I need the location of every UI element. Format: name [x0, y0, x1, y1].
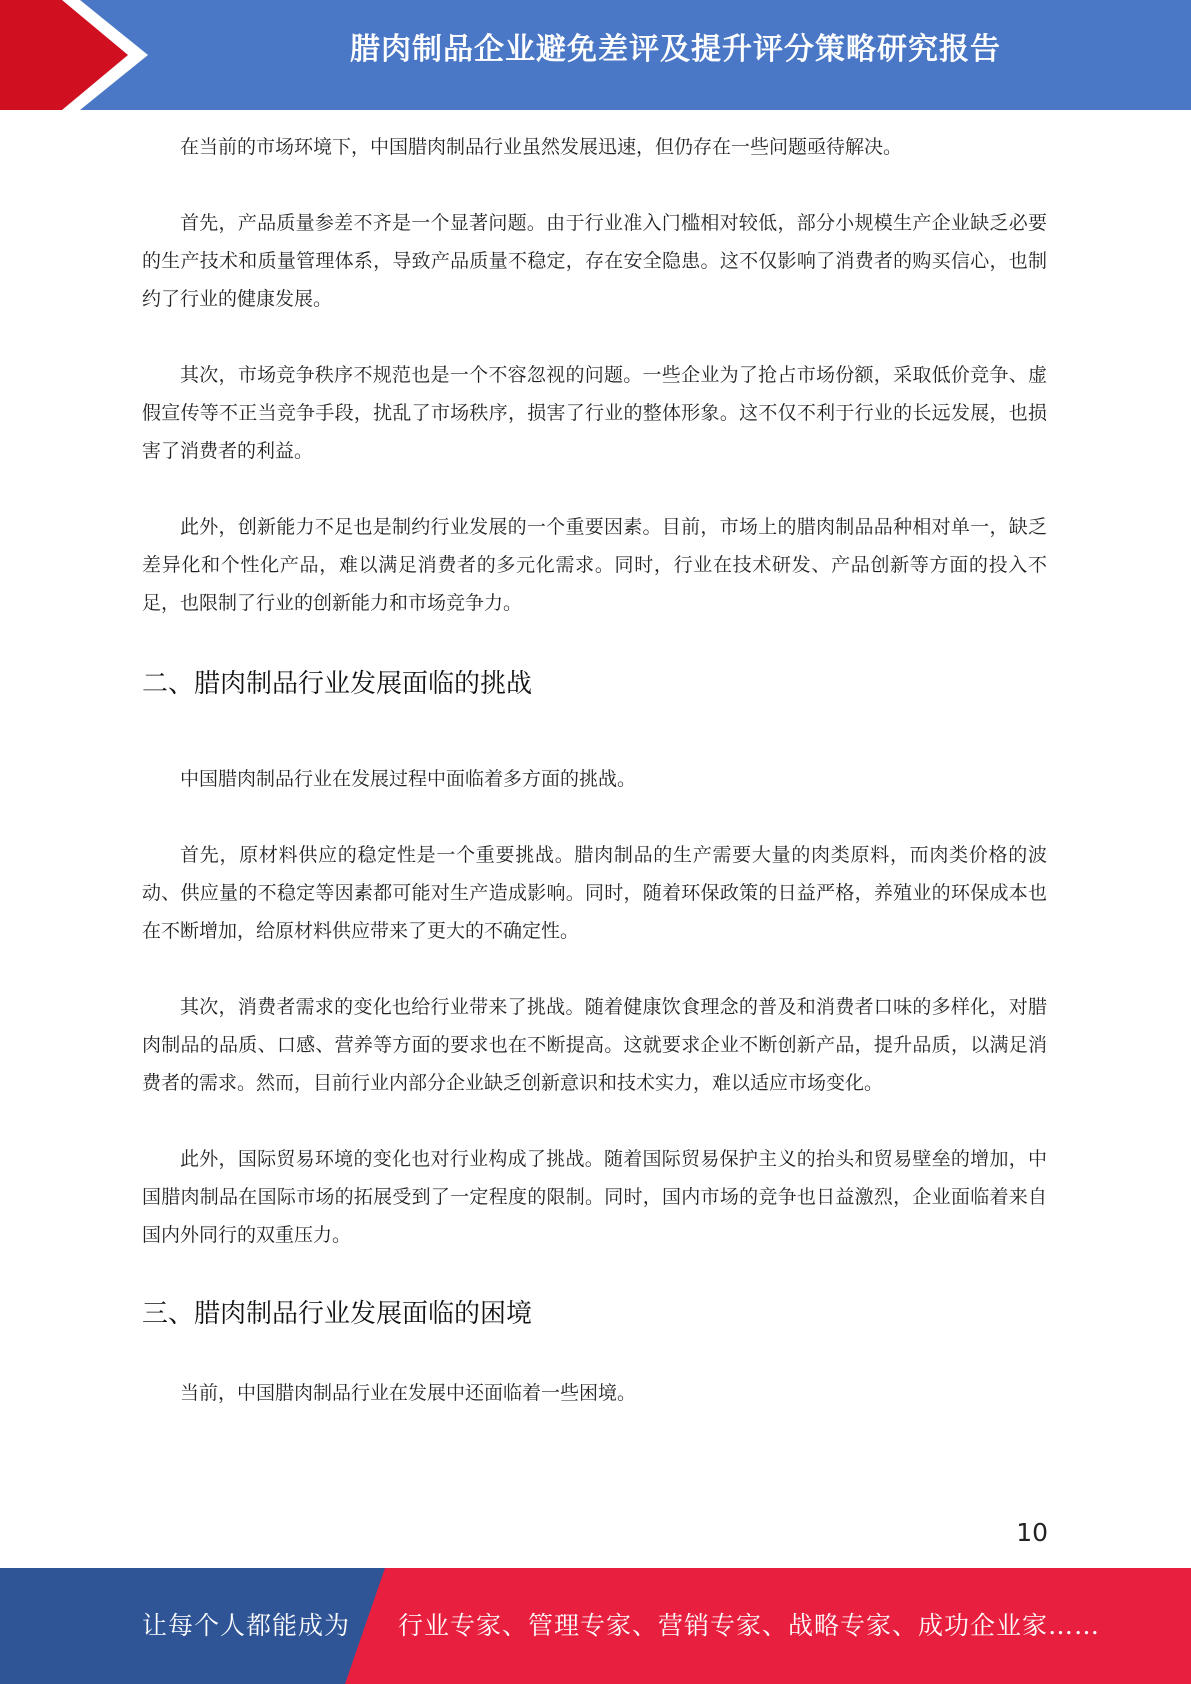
paragraph: 首先，原材料供应的稳定性是一个重要挑战。腊肉制品的生产需要大量的肉类原料，而肉类价格的波动、供应量的不稳定等因素都可能对生产造成影响。同时，随着环保政策的日益严格，养殖业的环保成本也在不断增加，给原材料供应带来了更大的不确定性。 [142, 844, 1047, 942]
document-body [142, 128, 1047, 1412]
paragraph: 在当前的市场环境下，中国腊肉制品行业虽然发展迅速，但仍存在一些问题亟待解决。 [180, 136, 903, 158]
section-heading: 三、腊肉制品行业发展面临的困境 [142, 1299, 533, 1329]
paragraph: 此外，国际贸易环境的变化也对行业构成了挑战。随着国际贸易保护主义的抬头和贸易壁垒的增加，中国腊肉制品在国际市场的拓展受到了一定程度的限制。同时，国内市场的竞争也日益激烈，企业面临着来自国内外同行的双重压力。 [142, 1148, 1047, 1246]
paragraph: 当前，中国腊肉制品行业在发展中还面临着一些困境。 [180, 1382, 637, 1404]
paragraph: 中国腊肉制品行业在发展过程中面临着多方面的挑战。 [180, 768, 637, 790]
page-footer [0, 1568, 1191, 1684]
paragraph: 此外，创新能力不足也是制约行业发展的一个重要因素。目前，市场上的腊肉制品品种相对单一，缺乏差异化和个性化产品，难以满足消费者的多元化需求。同时，行业在技术研发、产品创新等方面的投入不足，也限制了行业的创新能力和市场竞争力。 [142, 516, 1047, 614]
footer-slogan-left: 让每个人都能成为 [142, 1611, 351, 1640]
paragraph: 其次，消费者需求的变化也给行业带来了挑战。随着健康饮食理念的普及和消费者口味的多样化，对腊肉制品的品质、口感、营养等方面的要求也在不断提高。这就要求企业不断创新产品，提升品质，以满足消费者的需求。然而，目前行业内部分企业缺乏创新意识和技术实力，难以适应市场变化。 [142, 996, 1047, 1094]
paragraph: 其次，市场竞争秩序不规范也是一个不容忽视的问题。一些企业为了抢占市场份额，采取低价竞争、虚假宣传等不正当竞争手段，扰乱了市场秩序，损害了行业的整体形象。这不仅不利于行业的长远发展，也损害了消费者的利益。 [142, 364, 1047, 462]
paragraph: 首先，产品质量参差不齐是一个显著问题。由于行业准入门槛相对较低，部分小规模生产企业缺乏必要的生产技术和质量管理体系，导致产品质量不稳定，存在安全隐患。这不仅影响了消费者的购买信心，也制约了行业的健康发展。 [142, 212, 1047, 310]
section-heading: 二、腊肉制品行业发展面临的挑战 [142, 669, 533, 699]
footer-slogan-right: 行业专家、管理专家、营销专家、战略专家、成功企业家…… [398, 1611, 1101, 1640]
page-number: 10 [1016, 1518, 1048, 1547]
header-title: 腊肉制品企业避免差评及提升评分策略研究报告 [350, 32, 1001, 67]
page-header [0, 0, 1191, 110]
